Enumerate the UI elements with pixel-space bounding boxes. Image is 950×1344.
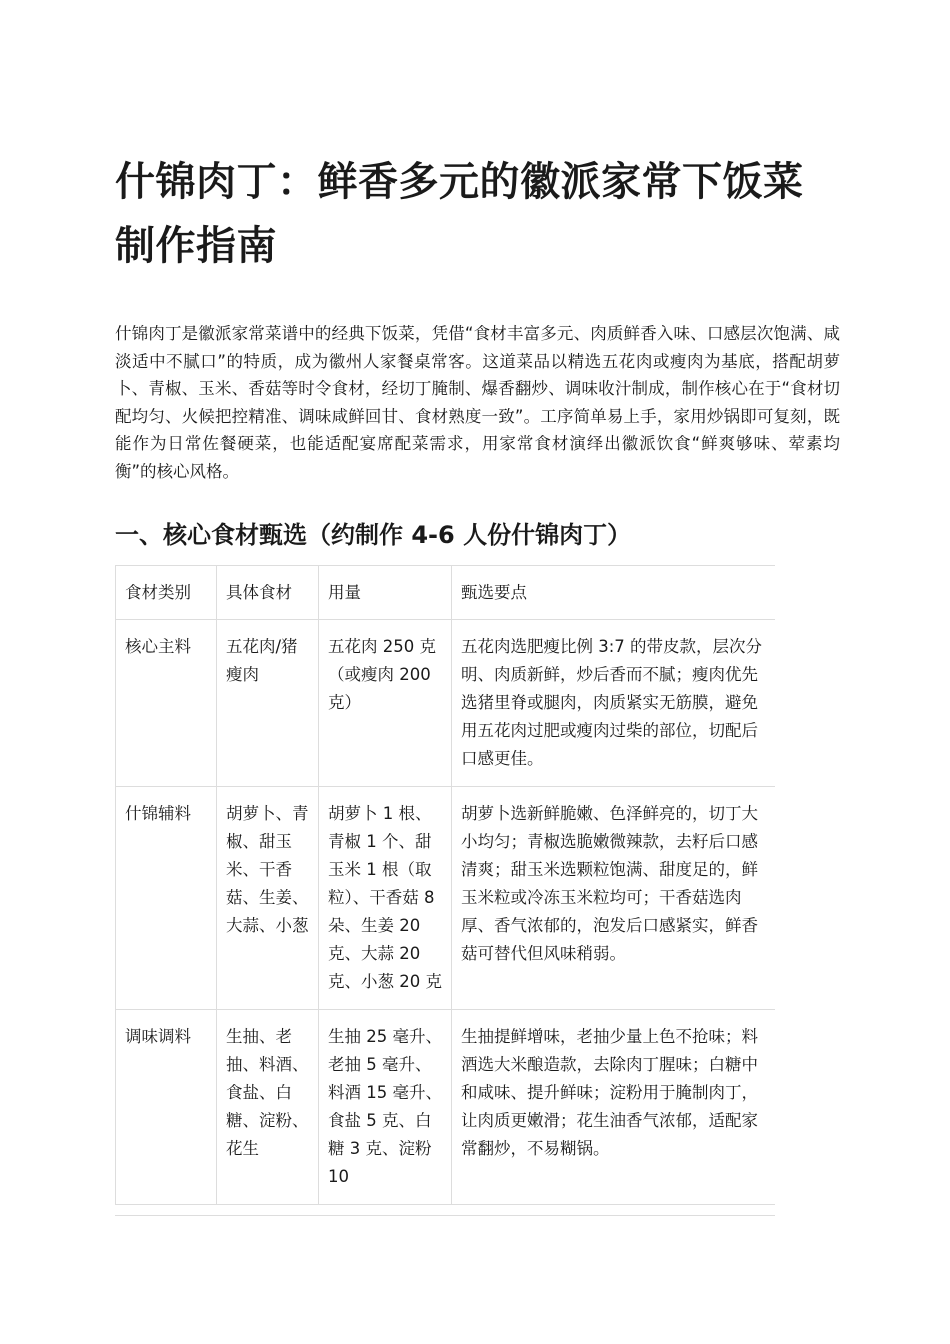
header-ingredients: 具体食材 bbox=[217, 566, 319, 620]
cell-notes: 胡萝卜选新鲜脆嫩、色泽鲜亮的，切丁大小均匀；青椒选脆嫩微辣款，去籽后口感清爽；甜玉米选颗粒饱满、甜度足的，鲜玉米粒或冷冻玉米粒均可；干香菇选肉厚、香气浓郁的，泡发后口感紧实，鲜香菇可替代但风味稍弱。 bbox=[452, 787, 776, 1010]
section-heading-ingredients: 一、核心食材甄选（约制作 4-6 人份什锦肉丁） bbox=[115, 521, 632, 549]
header-category: 食材类别 bbox=[116, 566, 217, 620]
table-header-row bbox=[116, 566, 776, 620]
cell-ingredients: 五花肉/猪瘦肉 bbox=[217, 620, 319, 787]
table-row bbox=[116, 620, 776, 787]
table-row bbox=[116, 1010, 776, 1205]
cell-ingredients: 生抽、老抽、料酒、食盐、白糖、淀粉、花生 bbox=[217, 1010, 319, 1205]
header-notes: 甄选要点 bbox=[452, 566, 776, 620]
header-amount: 用量 bbox=[319, 566, 452, 620]
cell-amount: 生抽 25 毫升、老抽 5 毫升、料酒 15 毫升、食盐 5 克、白糖 3 克、淀粉 10 bbox=[319, 1010, 452, 1205]
ingredients-table-container bbox=[115, 565, 775, 1216]
cell-amount: 胡萝卜 1 根、青椒 1 个、甜玉米 1 根（取粒）、干香菇 8 朵、生姜 20 克、大蒜 20 克、小葱 20 克 bbox=[319, 787, 452, 1010]
cell-notes: 五花肉选肥瘦比例 3:7 的带皮款，层次分明、肉质新鲜，炒后香而不腻；瘦肉优先选猪里脊或腿肉，肉质紧实无筋膜，避免用五花肉过肥或瘦肉过柴的部位，切配后口感更佳。 bbox=[452, 620, 776, 787]
cell-category: 核心主料 bbox=[116, 620, 217, 787]
intro-paragraph: 什锦肉丁是徽派家常菜谱中的经典下饭菜，凭借“食材丰富多元、肉质鲜香入味、口感层次饱满、咸淡适中不腻口”的特质，成为徽州人家餐桌常客。这道菜品以精选五花肉或瘦肉为基底，搭配胡萝卜、青椒、玉米、香菇等时令食材，经切丁腌制、爆香翻炒、调味收汁制成，制作核心在于“食材切配均匀、火候把控精准、调味咸鲜回甘、食材熟度一致”。工序简单易上手，家用炒锅即可复刻，既能作为日常佐餐硬菜，也能适配宴席配菜需求，用家常食材演绎出徽派饮食“鲜爽够味、荤素均衡”的核心风格。 bbox=[115, 324, 840, 481]
cell-notes: 生抽提鲜增味，老抽少量上色不抢味；料酒选大米酿造款，去除肉丁腥味；白糖中和咸味、提升鲜味；淀粉用于腌制肉丁，让肉质更嫩滑；花生油香气浓郁，适配家常翻炒，不易糊锅。 bbox=[452, 1010, 776, 1205]
cell-category: 调味调料 bbox=[116, 1010, 217, 1205]
cell-ingredients: 胡萝卜、青椒、甜玉米、干香菇、生姜、大蒜、小葱 bbox=[217, 787, 319, 1010]
ingredients-table bbox=[115, 565, 775, 1205]
cell-amount: 五花肉 250 克（或瘦肉 200 克） bbox=[319, 620, 452, 787]
table-row bbox=[116, 787, 776, 1010]
page-title: 什锦肉丁：鲜香多元的徽派家常下饭菜制作指南 bbox=[115, 159, 804, 269]
cell-category: 什锦辅料 bbox=[116, 787, 217, 1010]
